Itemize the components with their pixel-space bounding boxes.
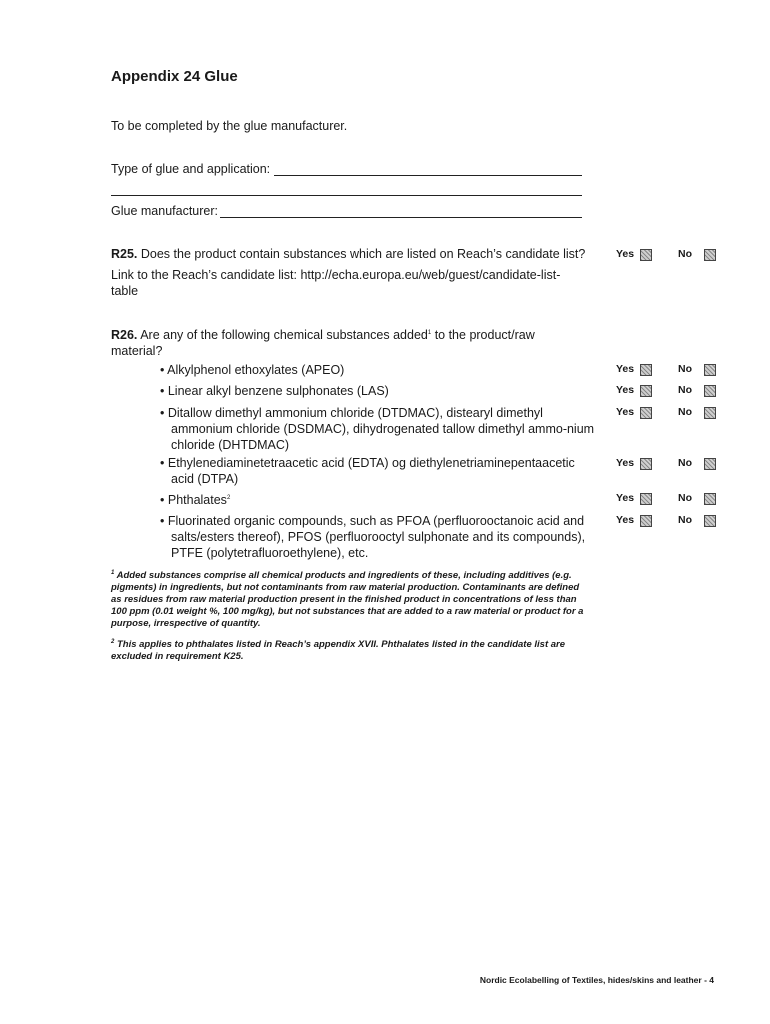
phthalates-yes-checkbox[interactable]: [640, 493, 652, 505]
glue-type-input-line[interactable]: [274, 175, 582, 176]
footnote-2-text: This applies to phthalates listed in Reach’s appendix XVII. Phthalates listed in the candidate list are excluded in requirement K25.: [111, 639, 566, 663]
phthalates-yes-label: Yes: [616, 492, 635, 504]
apeo-no-checkbox[interactable]: [704, 364, 716, 376]
bullet-apeo: • Alkylphenol ethoxylates (APEO): [160, 363, 345, 377]
bullet-text: Linear alkyl benzene sulphonates (LAS): [167, 384, 389, 398]
las-yes-checkbox[interactable]: [640, 385, 652, 397]
bullet-phthalates: • Phthalates$^2$: [160, 493, 231, 508]
apeo-yes-label: Yes: [616, 363, 635, 375]
las-no-label: No: [678, 384, 692, 396]
bullet-text: Fluorinated organic compounds, such as PFOA (perfluorooctanoic acid and salts/esters thereof), PFOS (perfluorooctyl sulphonate and its compounds), PTFE (polytetrafluoroethylene), etc.: [167, 514, 586, 560]
bullet-edta: • Ethylenediaminetetraacetic acid (EDTA) og diethylenetriaminepentaacetic acid (DTPA): [160, 456, 575, 486]
r26-question-text: Are any of the following chemical substances added: [137, 328, 428, 343]
dtdmac-yes-checkbox[interactable]: [640, 407, 652, 419]
fluorinated-yes-checkbox[interactable]: [640, 515, 652, 527]
r26-question-end: to the product/raw material?: [111, 328, 535, 359]
fluorinated-yes-label: Yes: [616, 514, 635, 526]
bullet-text: Ethylenediaminetetraacetic acid (EDTA) og diethylenetriaminepentaacetic acid (DTPA): [167, 456, 575, 486]
bullet-text: Alkylphenol ethoxylates (APEO): [167, 363, 345, 377]
footnote-2-number: 2: [111, 639, 115, 645]
glue-type-input-line-2[interactable]: [111, 195, 582, 196]
intro-text: To be completed by the glue manufacturer.: [111, 119, 348, 133]
glue-manufacturer-input-line[interactable]: [220, 217, 582, 218]
footnote-2: [111, 636, 591, 663]
r26-code: R26.: [111, 328, 138, 343]
edta-no-label: No: [678, 457, 692, 469]
las-no-checkbox[interactable]: [704, 385, 716, 397]
page-footer: Nordic Ecolabelling of Textiles, hides/skins and leather - 4: [479, 975, 714, 985]
phthalates-no-checkbox[interactable]: [704, 493, 716, 505]
glue-type-label: Type of glue and application:: [111, 162, 271, 176]
dtdmac-no-checkbox[interactable]: [704, 407, 716, 419]
r26-footnote-ref: 1: [427, 330, 432, 336]
phthalates-no-label: No: [678, 492, 692, 504]
edta-yes-label: Yes: [616, 457, 635, 469]
dtdmac-no-label: No: [678, 406, 692, 418]
r26-question: [111, 325, 581, 359]
fluorinated-no-label: No: [678, 514, 692, 526]
bullet-las: • Linear alkyl benzene sulphonates (LAS): [160, 384, 389, 398]
page-title: Appendix 24 Glue: [111, 68, 238, 85]
fluorinated-no-checkbox[interactable]: [704, 515, 716, 527]
r25-code: R25.: [111, 247, 138, 261]
glue-manufacturer-label: Glue manufacturer:: [111, 204, 218, 218]
apeo-no-label: No: [678, 363, 692, 375]
edta-no-checkbox[interactable]: [704, 458, 716, 470]
r25-yes-label: Yes: [616, 248, 635, 260]
r25-question: [111, 246, 591, 262]
r25-yes-checkbox[interactable]: [640, 249, 652, 261]
r25-question-text: Does the product contain substances which are listed on Reach’s candidate list?: [137, 247, 586, 261]
las-yes-label: Yes: [616, 384, 635, 396]
bullet-text: Phthalates: [167, 493, 227, 508]
footnote-1-text: Added substances comprise all chemical products and ingredients of these, including additives (e.g. pigments) in ingredients, but not contaminants from raw material production. Contaminants are defined as residues from raw material production present in the finished product in concentrations of less than 100 ppm (0.01 weight %, 100 mg/kg), but not substances that are added to a raw material or product for a purpose, irrespective of quantity.: [111, 570, 584, 630]
apeo-yes-checkbox[interactable]: [640, 364, 652, 376]
edta-yes-checkbox[interactable]: [640, 458, 652, 470]
bullet-fluorinated: • Fluorinated organic compounds, such as PFOA (perfluorooctanoic acid and salts/esters thereof), PFOS (perfluorooctyl sulphonate and its compounds), PTFE (polytetrafluoroethylene), etc.: [160, 514, 586, 560]
bullet-dtdmac: • Ditallow dimethyl ammonium chloride (DTDMAC), distearyl dimethyl ammonium chloride (DSDMAC), dihydrogenated tallow dimethyl ammo-nium chloride (DHTDMAC): [160, 406, 595, 452]
footnote-1: [111, 567, 591, 630]
phthalates-footnote-ref: 2: [226, 495, 231, 501]
bullet-text: Ditallow dimethyl ammonium chloride (DTDMAC), distearyl dimethyl ammonium chloride (DSDMAC), dihydrogenated tallow dimethyl ammo-nium chloride (DHTDMAC): [167, 406, 595, 452]
footnote-1-number: 1: [111, 570, 115, 576]
r25-no-label: No: [678, 248, 692, 260]
dtdmac-yes-label: Yes: [616, 406, 635, 418]
r25-link: Link to the Reach’s candidate list: http://echa.europa.eu/web/guest/candidate-list-table: [111, 268, 561, 298]
r25-no-checkbox[interactable]: [704, 249, 716, 261]
